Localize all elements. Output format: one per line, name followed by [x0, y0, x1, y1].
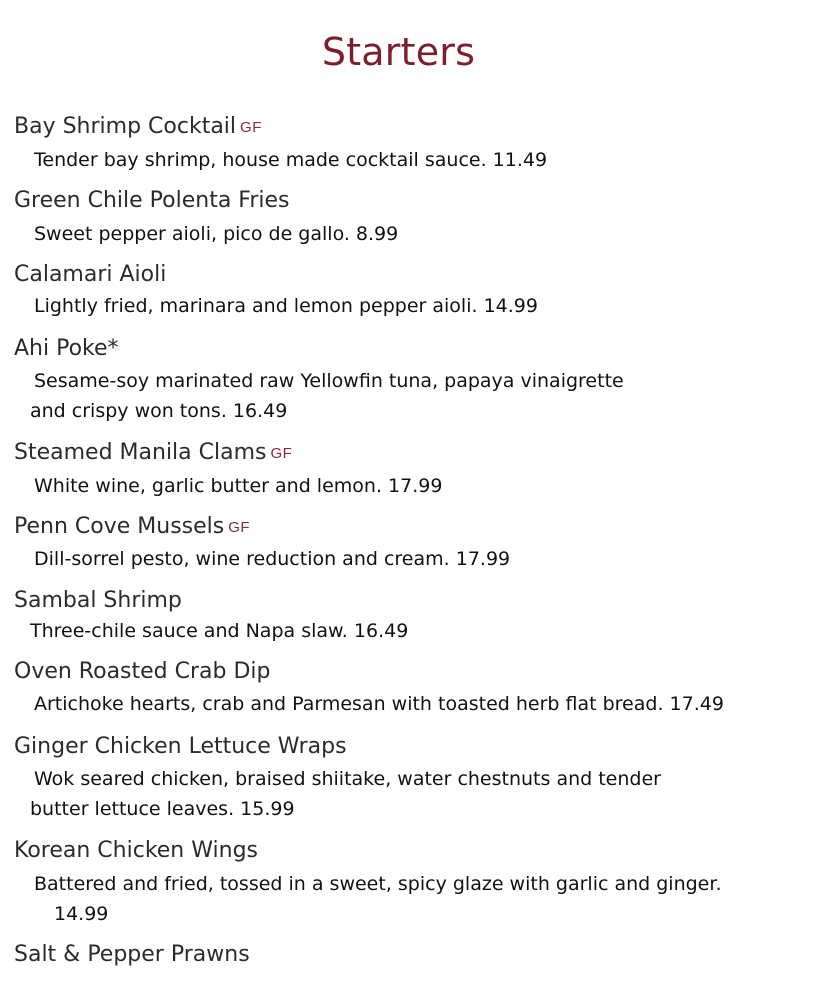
item-name-text: Bay Shrimp Cocktail [14, 114, 237, 139]
item-description: Sweet pepper aioli, pico de gallo. 8.99 [34, 223, 399, 245]
item-name [14, 514, 250, 539]
item-description: White wine, garlic butter and lemon. 17.99 [34, 475, 443, 497]
item-description: Tender bay shrimp, house made cocktail sauce. 11.49 [34, 149, 548, 171]
item-description-line-1: Wok seared chicken, braised shiitake, water chestnuts and tender [34, 768, 661, 790]
item-name: Salt & Pepper Prawns [14, 942, 250, 967]
item-name [14, 114, 262, 139]
item-name: Oven Roasted Crab Dip [14, 659, 271, 684]
item-name-text: Steamed Manila Clams [14, 440, 267, 465]
item-name: Sambal Shrimp [14, 588, 182, 613]
item-name: Ginger Chicken Lettuce Wraps [14, 734, 347, 759]
item-name: Green Chile Polenta Fries [14, 188, 290, 213]
item-description-line-1: Battered and fried, tossed in a sweet, spicy glaze with garlic and ginger. [34, 873, 722, 895]
gluten-free-badge: GF [270, 445, 293, 462]
item-name-text: Penn Cove Mussels [14, 514, 225, 539]
item-name: Calamari Aioli [14, 262, 167, 287]
item-description: Lightly fried, marinara and lemon pepper aioli. 14.99 [34, 295, 538, 317]
item-description-line-2: 14.99 [54, 903, 109, 925]
page-title: Starters [321, 30, 476, 74]
gluten-free-badge: GF [240, 119, 262, 136]
item-description-line-2: and crispy won tons. 16.49 [30, 400, 288, 422]
gluten-free-badge: GF [228, 519, 251, 536]
item-name [14, 440, 292, 465]
item-description-line-2: butter lettuce leaves. 15.99 [30, 798, 295, 820]
item-description: Dill-sorrel pesto, wine reduction and cream. 17.99 [34, 548, 511, 570]
item-name: Ahi Poke* [14, 336, 119, 361]
item-description-line-1: Sesame-soy marinated raw Yellowfin tuna, papaya vinaigrette [34, 370, 624, 392]
item-description: Three-chile sauce and Napa slaw. 16.49 [30, 620, 409, 642]
item-name: Korean Chicken Wings [14, 838, 258, 863]
item-description: Artichoke hearts, crab and Parmesan with toasted herb flat bread. 17.49 [34, 693, 724, 715]
